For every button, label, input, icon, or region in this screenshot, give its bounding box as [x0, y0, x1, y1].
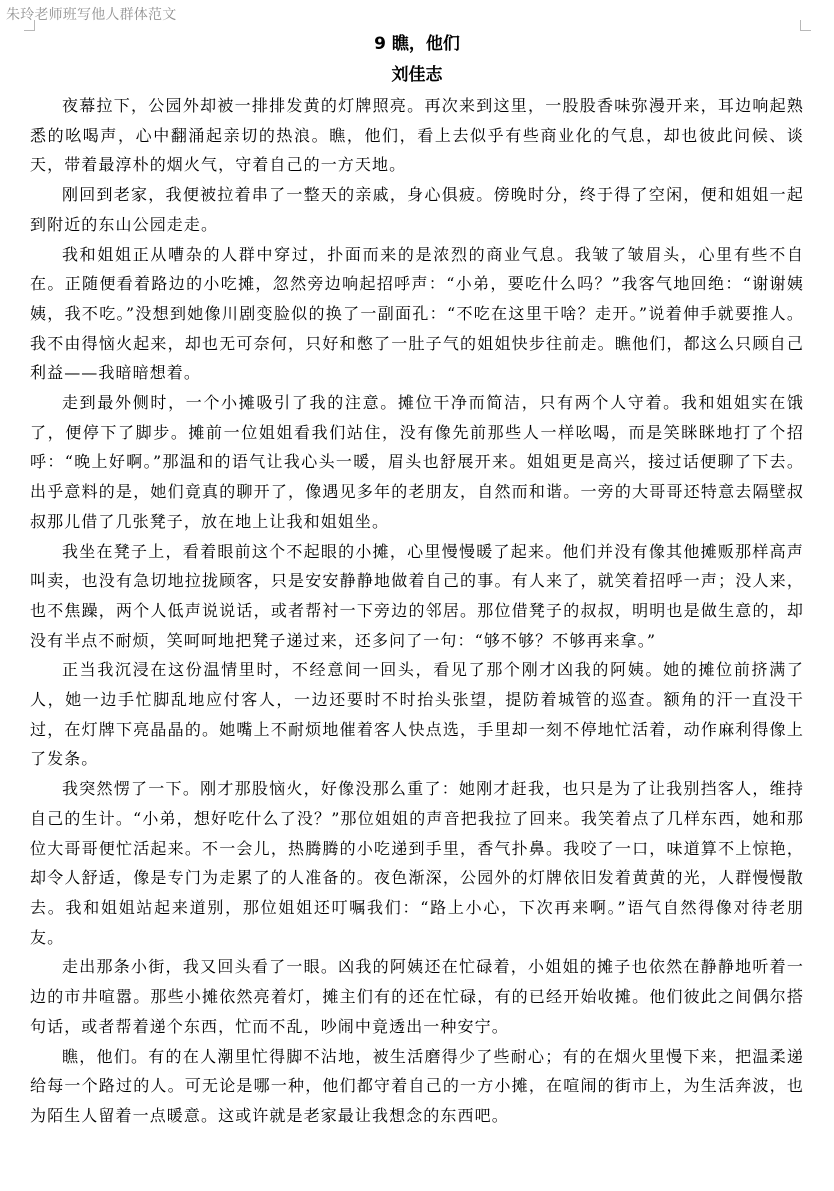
paragraph: 瞧，他们。有的在人潮里忙得脚不沾地，被生活磨得少了些耐心；有的在烟火里慢下来，把温柔递给每一个路过的人。可无论是哪一种，他们都守着自己的一方小摊，在喧闹的街市上，为生活奔波，也为陌生人留着一点暖意。这或许就是老家最让我想念的东西吧。	[30, 1046, 804, 1125]
paragraph: 我突然愣了一下。刚才那股恼火，好像没那么重了：她刚才赶我，也只是为了让我别挡客人，维持自己的生计。“小弟，想好吃什么了没？”那位姐姐的声音把我拉了回来。我笑着点了几样东西，她和那位大哥哥便忙活起来。不一会儿，热腾腾的小吃递到手里，香气扑鼻。我咬了一口，味道算不上惊艳，却令人舒适，像是专门为走累了的人准备的。夜色渐深，公园外的灯牌依旧发着黄黄的光，人群慢慢散去。我和姐姐站起来道别，那位姐姐还叮嘱我们：“路上小心，下次再来啊。”语气自然得像对待老朋友。	[30, 779, 804, 947]
paragraph: 我坐在凳子上，看着眼前这个不起眼的小摊，心里慢慢暖了起来。他们并没有像其他摊贩那样高声叫卖，也没有急切地拉拢顾客，只是安安静静地做着自己的事。有人来了，就笑着招呼一声；没人来，也不焦躁，两个人低声说说话，或者帮衬一下旁边的邻居。那位借凳子的叔叔，明明也是做生意的，却没有半点不耐烦，笑呵呵地把凳子递过来，还多问了一句：“够不够？不够再来拿。”	[30, 541, 804, 650]
document-title: 9 瞧，他们	[374, 34, 460, 54]
document-author: 刘佳志	[391, 65, 443, 85]
paragraph: 我和姐姐正从嘈杂的人群中穿过，扑面而来的是浓烈的商业气息。我皱了皱眉头，心里有些不自在。正随便看着路边的小吃摊，忽然旁边响起招呼声：“小弟，要吃什么吗？”我客气地回绝：“谢谢姨姨，我不吃。”没想到她像川剧变脸似的换了一副面孔：“不吃在这里干啥？走开。”说着伸手就要推人。我不由得恼火起来，却也无可奈何，只好和憋了一肚子气的姐姐快步往前走。瞧他们，都这么只顾自己利益——我暗暗想着。	[30, 244, 804, 383]
margin-corner-mark-right	[800, 20, 811, 31]
paragraph: 走到最外侧时，一个小摊吸引了我的注意。摊位干净而简洁，只有两个人守着。我和姐姐实在饿了，便停下了脚步。摊前一位姐姐看我们站住，没有像先前那些人一样吆喝，而是笑眯眯地打了个招呼：“晚上好啊。”那温和的语气让我心头一暖，眉头也舒展开来。姐姐更是高兴，接过话便聊了下去。出乎意料的是，她们竟真的聊开了，像遇见多年的老朋友，自然而和谐。一旁的大哥哥还特意去隔壁叔叔那儿借了几张凳子，放在地上让我和姐姐坐。	[30, 393, 804, 531]
essay-body	[30, 91, 804, 1131]
paragraph: 正当我沉浸在这份温情里时，不经意间一回头，看见了那个刚才凶我的阿姨。她的摊位前挤满了人，她一边手忙脚乱地应付客人，一边还要时不时抬头张望，提防着城管的巡查。额角的汗一直没干过，在灯牌下亮晶晶的。她嘴上不耐烦地催着客人快点选，手里却一刻不停地忙活着，动作麻利得像上了发条。	[30, 660, 804, 769]
margin-corner-mark-left	[24, 20, 35, 31]
page-header-text: 朱玲老师班写他人群体范文	[6, 7, 177, 23]
paragraph: 走出那条小街，我又回头看了一眼。凶我的阿姨还在忙碌着，小姐姐的摊子也依然在静静地听着一边的市井喧嚣。那些小摊依然亮着灯，摊主们有的还在忙碌，有的已经开始收摊。他们彼此之间偶尔搭句话，或者帮着递个东西，忙而不乱，吵闹中竟透出一种安宁。	[30, 957, 804, 1036]
paragraph: 夜幕拉下，公园外却被一排排发黄的灯牌照亮。再次来到这里，一股股香味弥漫开来，耳边响起熟悉的吆喝声，心中翻涌起亲切的热浪。瞧，他们，看上去似乎有些商业化的气息，却也彼此问候、谈天，带着最淳朴的烟火气，守着自己的一方天地。	[30, 96, 804, 175]
paragraph: 刚回到老家，我便被拉着串了一整天的亲戚，身心俱疲。傍晚时分，终于得了空闲，便和姐姐一起到附近的东山公园走走。	[30, 185, 804, 234]
